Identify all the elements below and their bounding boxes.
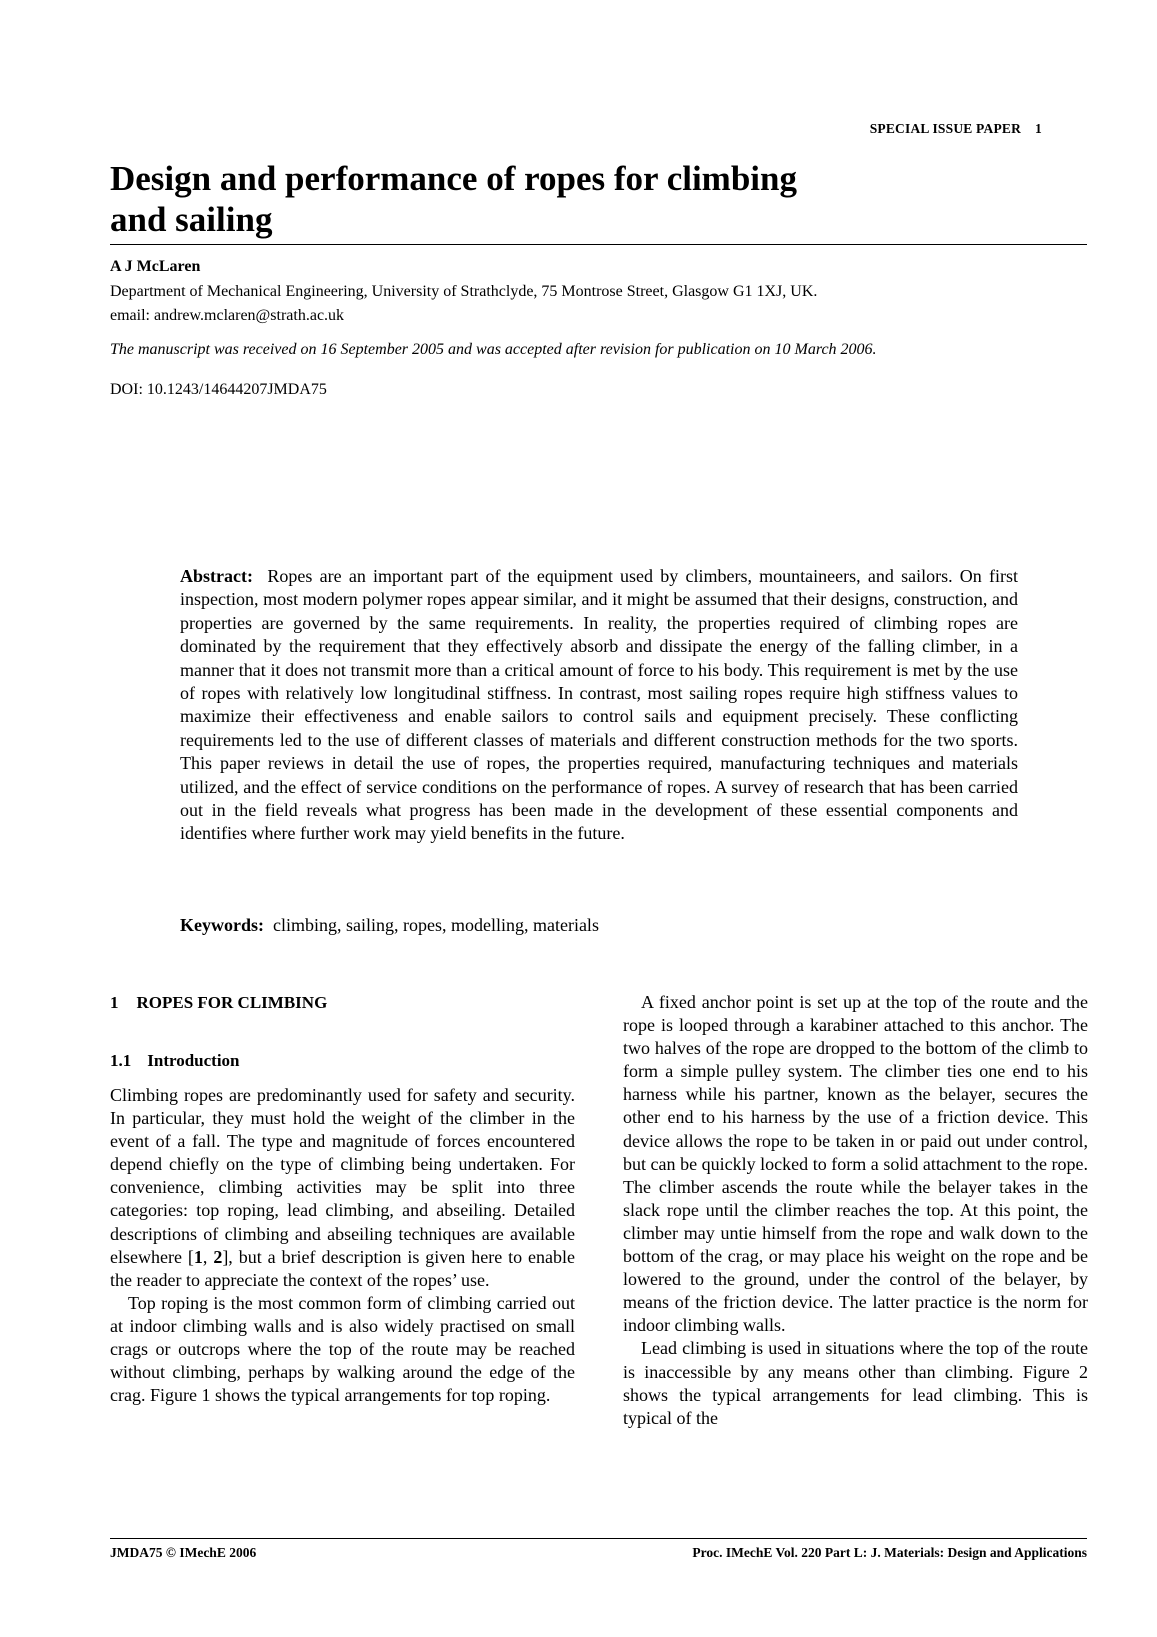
email: email: andrew.mclaren@strath.ac.uk — [110, 307, 345, 324]
doi: DOI: 10.1243/14644207JMDA75 — [110, 381, 327, 398]
left-paragraph-2: Top roping is the most common form of climbing carried out at indoor climbing walls and is also widely practised on small crags or outcrops where the top of the route may be reached without climbing, perhaps by walking around the edge of the crag. Figure 1 shows the typical arrangements for top roping. — [110, 1292, 575, 1406]
keywords — [180, 915, 599, 936]
subsection-heading — [110, 1051, 240, 1071]
left-column — [110, 1084, 575, 1407]
right-column — [623, 991, 1088, 1430]
reference-separator: , — [202, 1246, 214, 1267]
affiliation: Department of Mechanical Engineering, University of Strathclyde, 75 Montrose Street, Glasgow G1 1XJ, UK. — [110, 283, 818, 300]
keywords-label: Keywords: — [180, 915, 264, 935]
left-paragraph-1 — [110, 1084, 575, 1292]
left-p1-text-a: Climbing ropes are predominantly used for safety and security. In particular, they must hold the weight of the climber in the event of a fall. The type and magnitude of forces encountered depend chiefly on the type of climbing being undertaken. For convenience, climbing activities may be split into three categories: top roping, lead climbing, and abseiling. Detailed descriptions of climbing and abseiling techniques are available elsewhere [ — [110, 1085, 575, 1267]
footer-left: JMDA75 © IMechE 2006 — [110, 1545, 257, 1560]
abstract-text: Ropes are an important part of the equipment used by climbers, mountaineers, and sailors. On first inspection, most modern polymer ropes appear similar, and it might be assumed that their designs, construction, and properties are governed by the same requirements. In reality, the properties required of climbing ropes are dominated by the requirement that they effectively absorb and dissipate the energy of the falling climber, in a manner that it does not transmit more than a critical amount of force to his body. This requirement is met by the use of ropes with relatively low longitudinal stiffness. In contrast, most sailing ropes require high stiffness values to maximize their effectiveness and enable sailors to control sails and equipment precisely. These conflicting requirements led to the use of different classes of materials and different construction methods for the two sports. This paper reviews in detail the use of ropes, the properties required, manufacturing techniques and materials utilized, and the effect of service conditions on the performance of ropes. A survey of research that has been carried out in the field reveals what progress has been made in the development of these essential components and identifies where further work may yield benefits in the future. — [180, 566, 1018, 844]
abstract-label: Abstract: — [180, 566, 253, 586]
section-title: ROPES FOR CLIMBING — [136, 993, 328, 1012]
left-p1-text-b: ], but a brief description is given here to enable the reader to appreciate the context of the ropes’ use. — [110, 1246, 576, 1290]
reference-1[interactable]: 1 — [193, 1246, 203, 1267]
header-label: SPECIAL ISSUE PAPER — [869, 121, 1022, 136]
keywords-text: climbing, sailing, ropes, modelling, materials — [273, 915, 599, 935]
running-header — [870, 121, 1042, 137]
footer-rule — [110, 1538, 1087, 1539]
section-number: 1 — [110, 993, 119, 1012]
section-heading — [110, 993, 327, 1013]
subsection-number: 1.1 — [110, 1051, 132, 1070]
abstract — [180, 565, 1018, 846]
affiliation-block — [110, 280, 1090, 328]
paper-title: Design and performance of ropes for climbing and sailing — [110, 159, 797, 239]
right-paragraph-1: A fixed anchor point is set up at the top of the route and the rope is looped through a karabiner attached to this anchor. The two halves of the rope are dropped to the bottom of the climb to form a simple pulley system. The climber ties one end to his harness while his partner, known as the belayer, secures the other end to his harness by the use of a friction device. This device allows the rope to be taken in or paid out under control, but can be quickly locked to form a solid attachment to the rope. The climber ascends the route while the belayer takes in the slack rope until the climber reaches the top. At this point, the climber may untie himself from the rope and walk down to the bottom of the crag, or may place his weight on the rope and be lowered to the ground, under the control of the belayer, by means of the friction device. The latter practice is the norm for indoor climbing walls. — [623, 992, 1088, 1336]
reference-2[interactable]: 2 — [213, 1246, 223, 1267]
subsection-title: Introduction — [147, 1051, 240, 1070]
author: A J McLaren — [110, 258, 201, 275]
right-paragraph-2: Lead climbing is used in situations where the top of the route is inaccessible by any means other than climbing. Figure 2 shows the typical arrangements for lead climbing. This is typical of the — [623, 1338, 1088, 1428]
title-rule — [110, 244, 1087, 245]
received-note: The manuscript was received on 16 September 2005 and was accepted after revision for publication on 10 March 2006. — [110, 341, 877, 358]
page-number: 1 — [1035, 121, 1042, 136]
footer-right: Proc. IMechE Vol. 220 Part L: J. Materials: Design and Applications — [692, 1545, 1087, 1560]
